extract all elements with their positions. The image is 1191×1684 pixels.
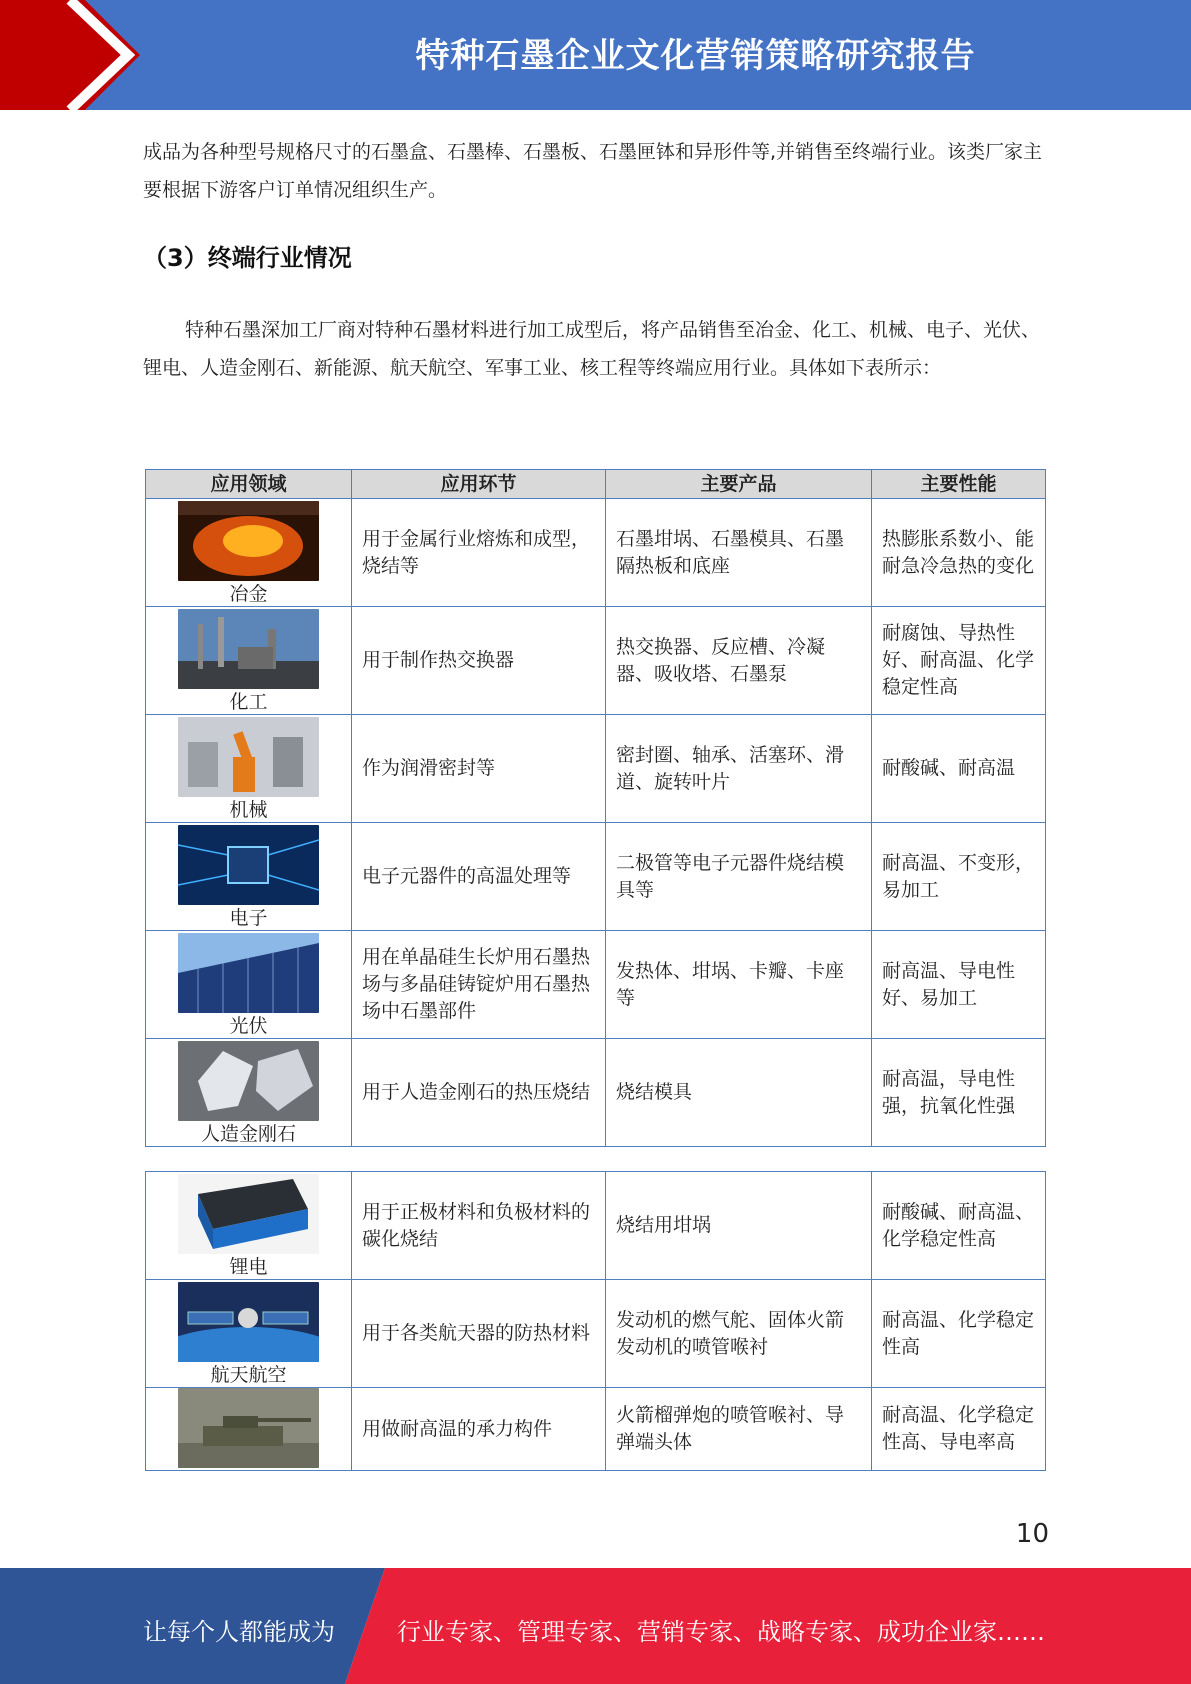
usage-cell: 用在单晶硅生长炉用石墨热场与多晶硅铸锭炉用石墨热场中石墨部件	[352, 931, 606, 1039]
field-cell	[146, 1039, 352, 1147]
body-paragraph: 特种石墨深加工厂商对特种石墨材料进行加工成型后，将产品销售至冶金、化工、机械、电子、光伏、锂电、人造金刚石、新能源、航天航空、军事工业、核工程等终端应用行业。具体如下表所示：	[143, 319, 1041, 379]
section-heading: （3）终端行业情况	[143, 244, 352, 272]
tank-image	[178, 1388, 319, 1468]
metallurgy-image	[178, 501, 319, 581]
application-table-continued	[145, 1171, 1046, 1471]
table-row	[146, 931, 1046, 1039]
usage-cell: 用于金属行业熔炼和成型，烧结等	[352, 499, 606, 607]
table-row	[146, 1388, 1046, 1471]
robot-arm-image	[178, 717, 319, 797]
spacecraft-image	[178, 1282, 319, 1362]
field-cell	[146, 931, 352, 1039]
document-title: 特种石墨企业文化营销策略研究报告	[415, 36, 976, 76]
products-cell: 石墨坩埚、石墨模具、石墨隔热板和底座	[606, 499, 872, 607]
table-row	[146, 1172, 1046, 1280]
products-cell: 密封圈、轴承、活塞环、滑道、旋转叶片	[606, 715, 872, 823]
performance-cell: 耐腐蚀、导热性好、耐高温、化学稳定性高	[872, 607, 1046, 715]
usage-cell: 用于各类航天器的防热材料	[352, 1280, 606, 1388]
performance-cell: 耐酸碱、耐高温	[872, 715, 1046, 823]
field-label: 光伏	[229, 1014, 268, 1037]
chip-image	[178, 825, 319, 905]
header-chevron-icon	[0, 0, 170, 110]
usage-cell: 用于正极材料和负极材料的碳化烧结	[352, 1172, 606, 1280]
field-label: 人造金刚石	[200, 1122, 296, 1145]
table-row	[146, 607, 1046, 715]
usage-cell: 用于制作热交换器	[352, 607, 606, 715]
col-header-performance: 主要性能	[872, 470, 1046, 499]
performance-cell: 耐高温、不变形，易加工	[872, 823, 1046, 931]
usage-cell: 电子元器件的高温处理等	[352, 823, 606, 931]
performance-cell: 耐高温、化学稳定性高	[872, 1280, 1046, 1388]
field-cell	[146, 715, 352, 823]
table-row	[146, 499, 1046, 607]
intro-paragraph: 成品为各种型号规格尺寸的石墨盒、石墨棒、石墨板、石墨匣钵和异形件等,并销售至终端行业。该类厂家主要根据下游客户订单情况组织生产。	[143, 141, 1043, 201]
products-cell: 火箭榴弹炮的喷管喉衬、导弹端头体	[606, 1388, 872, 1471]
products-cell: 热交换器、反应槽、冷凝器、吸收塔、石墨泵	[606, 607, 872, 715]
field-cell	[146, 499, 352, 607]
col-header-field: 应用领域	[146, 470, 352, 499]
products-cell: 发热体、坩埚、卡瓣、卡座等	[606, 931, 872, 1039]
field-label: 冶金	[229, 582, 268, 605]
page-header	[0, 0, 1191, 110]
usage-cell: 作为润滑密封等	[352, 715, 606, 823]
performance-cell: 耐酸碱、耐高温、化学稳定性高	[872, 1172, 1046, 1280]
performance-cell: 耐高温，导电性强，抗氧化性强	[872, 1039, 1046, 1147]
usage-cell: 用做耐高温的承力构件	[352, 1388, 606, 1471]
table-header-row	[146, 470, 1046, 499]
application-table	[145, 469, 1046, 1147]
field-cell	[146, 1388, 352, 1471]
field-label: 电子	[229, 906, 268, 929]
footer-slogan-left: 让每个人都能成为	[143, 1618, 335, 1646]
table-row	[146, 823, 1046, 931]
page-footer	[0, 1568, 1191, 1684]
battery-pack-image	[178, 1174, 319, 1254]
field-cell	[146, 823, 352, 931]
footer-slogan-right: 行业专家、管理专家、营销专家、战略专家、成功企业家……	[397, 1618, 1045, 1646]
table-row	[146, 715, 1046, 823]
col-header-usage: 应用环节	[352, 470, 606, 499]
performance-cell: 耐高温、导电性好、易加工	[872, 931, 1046, 1039]
products-cell: 二极管等电子元器件烧结模具等	[606, 823, 872, 931]
page-number: 10	[1015, 1519, 1049, 1549]
products-cell: 烧结模具	[606, 1039, 872, 1147]
performance-cell: 热膨胀系数小、能耐急冷急热的变化	[872, 499, 1046, 607]
field-cell	[146, 607, 352, 715]
solar-panel-image	[178, 933, 319, 1013]
field-label: 机械	[229, 798, 268, 821]
performance-cell: 耐高温、化学稳定性高、导电率高	[872, 1388, 1046, 1471]
field-cell	[146, 1280, 352, 1388]
col-header-products: 主要产品	[606, 470, 872, 499]
products-cell: 发动机的燃气舵、固体火箭发动机的喷管喉衬	[606, 1280, 872, 1388]
field-label: 航天航空	[210, 1363, 287, 1386]
usage-cell: 用于人造金刚石的热压烧结	[352, 1039, 606, 1147]
field-label: 锂电	[229, 1255, 268, 1278]
products-cell: 烧结用坩埚	[606, 1172, 872, 1280]
field-label: 化工	[229, 690, 268, 713]
diamond-image	[178, 1041, 319, 1121]
table-row	[146, 1280, 1046, 1388]
chemical-plant-image	[178, 609, 319, 689]
field-cell	[146, 1172, 352, 1280]
table-row	[146, 1039, 1046, 1147]
